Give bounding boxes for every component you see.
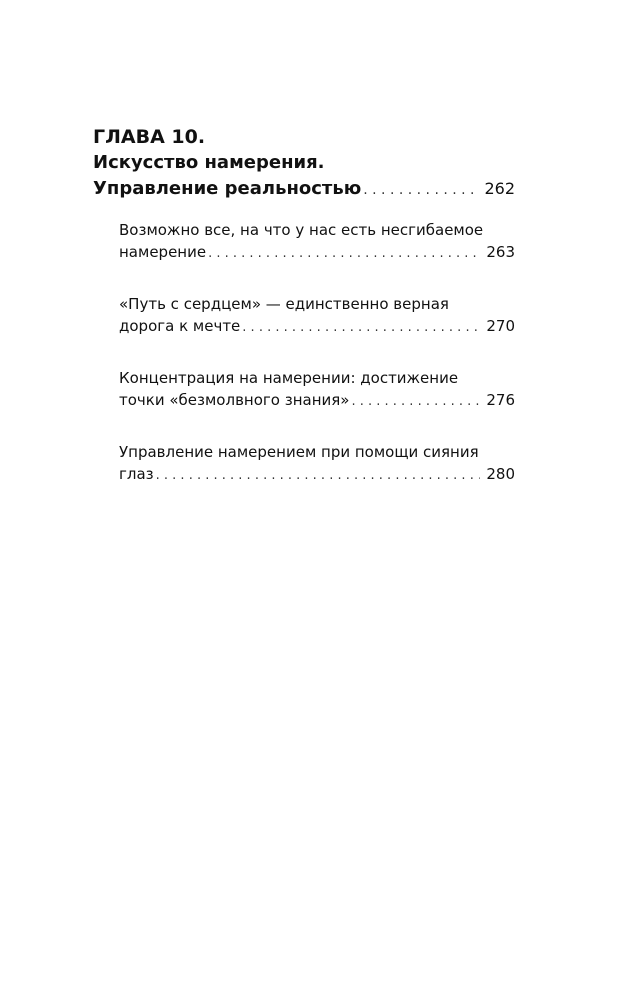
chapter-entry[interactable] xyxy=(93,124,515,203)
dot-leader xyxy=(208,243,480,265)
chapter-title-line1: Искусство намерения. xyxy=(93,152,325,173)
entry-title-line1: Управление намерением при помощи сияния xyxy=(119,443,479,461)
entry-last-line xyxy=(119,315,515,339)
toc-entry[interactable] xyxy=(119,219,515,265)
page-number: 280 xyxy=(486,465,515,483)
page-number: 270 xyxy=(486,317,515,335)
chapter-title-line2: Управление реальностью xyxy=(93,178,362,199)
toc-entry[interactable] xyxy=(119,441,515,487)
dot-leader xyxy=(156,465,481,487)
entry-title-line1: Концентрация на намерении: достижение xyxy=(119,369,459,387)
page-number: 263 xyxy=(486,243,515,261)
dot-leader xyxy=(351,391,480,413)
entry-title-line2: точки «безмолвного знания» xyxy=(119,391,350,409)
dot-leader xyxy=(242,317,480,339)
entry-title-line1: Возможно все, на что у нас есть несгибаемое xyxy=(119,221,484,239)
page-number: 276 xyxy=(486,391,515,409)
table-of-contents xyxy=(93,124,515,515)
chapter-title-last-line xyxy=(93,176,515,203)
entry-title-line2: глаз xyxy=(119,465,154,483)
entry-title-line1: «Путь с сердцем» — единственно верная xyxy=(119,295,449,313)
page-number: 262 xyxy=(484,179,515,198)
entry-last-line xyxy=(119,463,515,487)
entry-title-line2: намерение xyxy=(119,243,207,261)
entry-title-line2: дорога к мечте xyxy=(119,317,241,335)
toc-entry[interactable] xyxy=(119,293,515,339)
chapter-label: ГЛАВА 10. xyxy=(93,126,206,148)
toc-entry[interactable] xyxy=(119,367,515,413)
entry-last-line xyxy=(119,389,515,413)
dot-leader xyxy=(363,177,478,203)
entry-last-line xyxy=(119,241,515,265)
